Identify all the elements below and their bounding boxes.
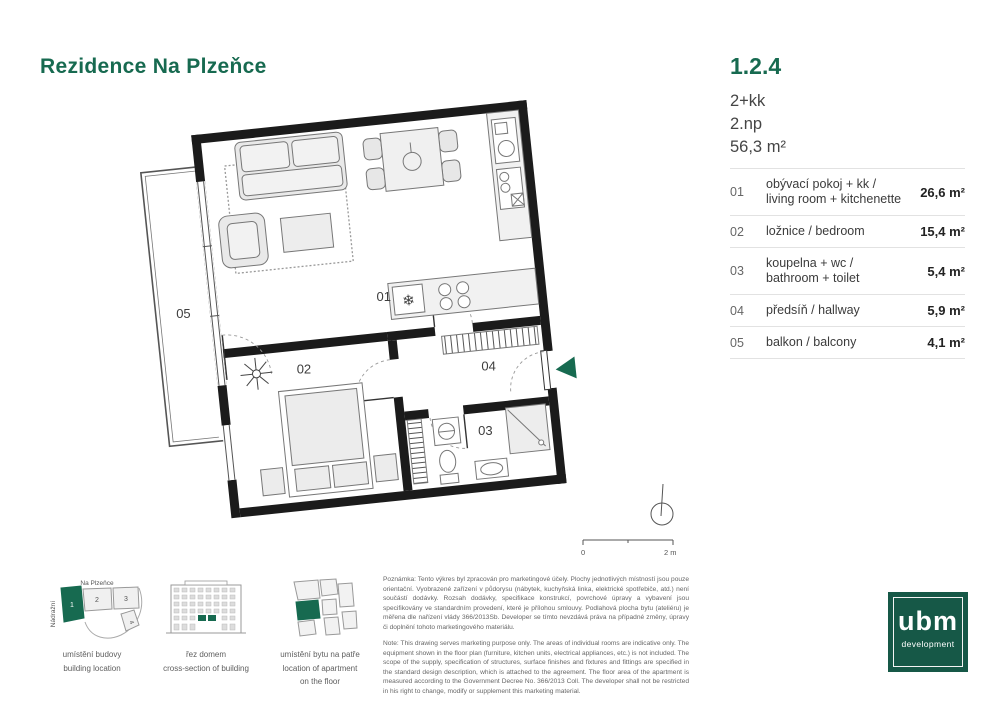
room-area: 4,1 m² [927, 335, 965, 350]
table-row [730, 215, 965, 247]
room-label-bedroom: 02 [296, 361, 312, 377]
unit-disposition: 2+kk [730, 92, 766, 110]
floor-plan [120, 94, 582, 532]
dining-set [362, 126, 462, 194]
room-label-balcony: 05 [176, 305, 191, 321]
legal-notes [383, 575, 689, 704]
bedroom-furniture [239, 344, 399, 500]
caption-line: umístění budovy [62, 650, 122, 659]
room-number: 04 [730, 303, 744, 318]
caption-line: cross-section of building [163, 663, 249, 673]
floor-location-diagram [268, 576, 372, 688]
room-name: obývací pokoj + kk / living room + kitchenette [766, 177, 902, 206]
building-location-diagram [32, 578, 152, 674]
table-row [730, 247, 965, 294]
balcony-window [196, 181, 226, 386]
building-cross-section [158, 578, 254, 642]
svg-text:2: 2 [95, 597, 99, 604]
caption-line: location of apartment [282, 663, 358, 673]
svg-text:1: 1 [70, 602, 74, 609]
bathroom-sink [475, 458, 509, 479]
table-row [730, 326, 965, 359]
caption-line: on the floor [299, 677, 341, 686]
street-label-top: Na Plzeňce [80, 580, 114, 587]
room-area: 5,9 m² [927, 303, 965, 318]
caption-line: umístění bytu na patře [280, 650, 360, 659]
bedside-table [261, 468, 286, 496]
unit-number: 1.2.4 [730, 53, 782, 79]
cross-section-diagram [157, 578, 255, 674]
room-name: balkon / balcony [766, 335, 857, 349]
table-row [730, 294, 965, 326]
caption-line: building location [63, 663, 121, 673]
scale-max: 2 m [664, 548, 677, 557]
logo-subtitle: development [901, 639, 955, 649]
note-czech: Poznámka: Tento výkres byl zpracován pro marketingové účely. Plochy jednotlivých místností jsou pouze orientační. Vyobrazené zařízení v půdorysu (nábytek, kuchyňská linka, elektrické spotřebiče, atd.) není součástí dodávky. Rozsah dodávky, specifikace konstrukcí, povrchové úpravy a vybavení jsou specifikovány ve standardním provedení, které je přílohou smlouvy. Podlahová plocha bytu (ateliéru) je měřena dle nařízení vlády 366/2013Sb. Developer se tímto nevzdává práva na případné změny, úpravy či doplnění tohoto marketingového materiálu. [383, 576, 689, 631]
unit-total-area: 56,3 m² [730, 138, 786, 156]
caption-line: řez domem [185, 650, 226, 659]
room-name: ložnice / bedroom [766, 224, 865, 238]
room-name: předsíň / hallway [766, 303, 860, 317]
plant [239, 356, 274, 391]
unit-specs [730, 90, 786, 159]
entrance-arrow-icon [555, 356, 577, 380]
hallway-wardrobe [442, 326, 539, 354]
living-room-furniture [210, 120, 468, 275]
coffee-table [280, 213, 333, 252]
bathroom-fixtures [432, 404, 553, 485]
street-label-left: Nádražní [50, 600, 57, 628]
svg-text:4: 4 [127, 620, 135, 626]
north-compass-icon [642, 482, 682, 528]
room-number: 01 [730, 185, 744, 199]
room-label-living: 01 [376, 288, 391, 304]
bedside-table [374, 454, 399, 482]
room-number: 05 [730, 335, 744, 350]
room-area: 26,6 m² [920, 184, 965, 200]
entrance-door [507, 350, 557, 394]
sofa [210, 132, 354, 269]
scale-zero: 0 [581, 548, 586, 557]
room-number: 03 [730, 264, 744, 278]
scale-bar [578, 534, 678, 558]
room-number: 02 [730, 224, 744, 239]
svg-text:3: 3 [124, 596, 128, 603]
room-area: 5,4 m² [927, 263, 965, 279]
svg-text:❄: ❄ [401, 291, 416, 311]
room-area-table [730, 168, 965, 359]
site-map [33, 578, 151, 642]
page-title: Rezidence Na Plzeňce [40, 55, 267, 78]
highlighted-apartment [296, 600, 320, 620]
unit-floor: 2.np [730, 115, 763, 133]
room-label-bathroom: 03 [478, 422, 493, 438]
bedroom-window [222, 425, 237, 481]
table-row [730, 168, 965, 215]
room-label-hallway: 04 [481, 358, 496, 374]
room-name: koupelna + wc / bathroom + toilet [766, 256, 860, 285]
note-english: Note: This drawing serves marketing purpose only. The areas of individual rooms are indicative only. The equipment shown in the floor plan (furniture, kitchen units, electrical appliances, etc.) is not included. The scope of the supply, specification of structures, surface finishes and fixtures and fittings are specified in the standard design description, which is attached to the agreement. The floor area of the apartment is measured according to the Government Decree No. 366/2013 Coll. The developer shall not be restricted in his right to change, modify or supplement this marketing material. [383, 640, 689, 696]
toilet [438, 449, 459, 484]
ubm-logo [888, 592, 968, 672]
room-area: 15,4 m² [920, 224, 965, 239]
floor-plate [278, 576, 362, 642]
logo-brand: ubm [898, 606, 958, 636]
